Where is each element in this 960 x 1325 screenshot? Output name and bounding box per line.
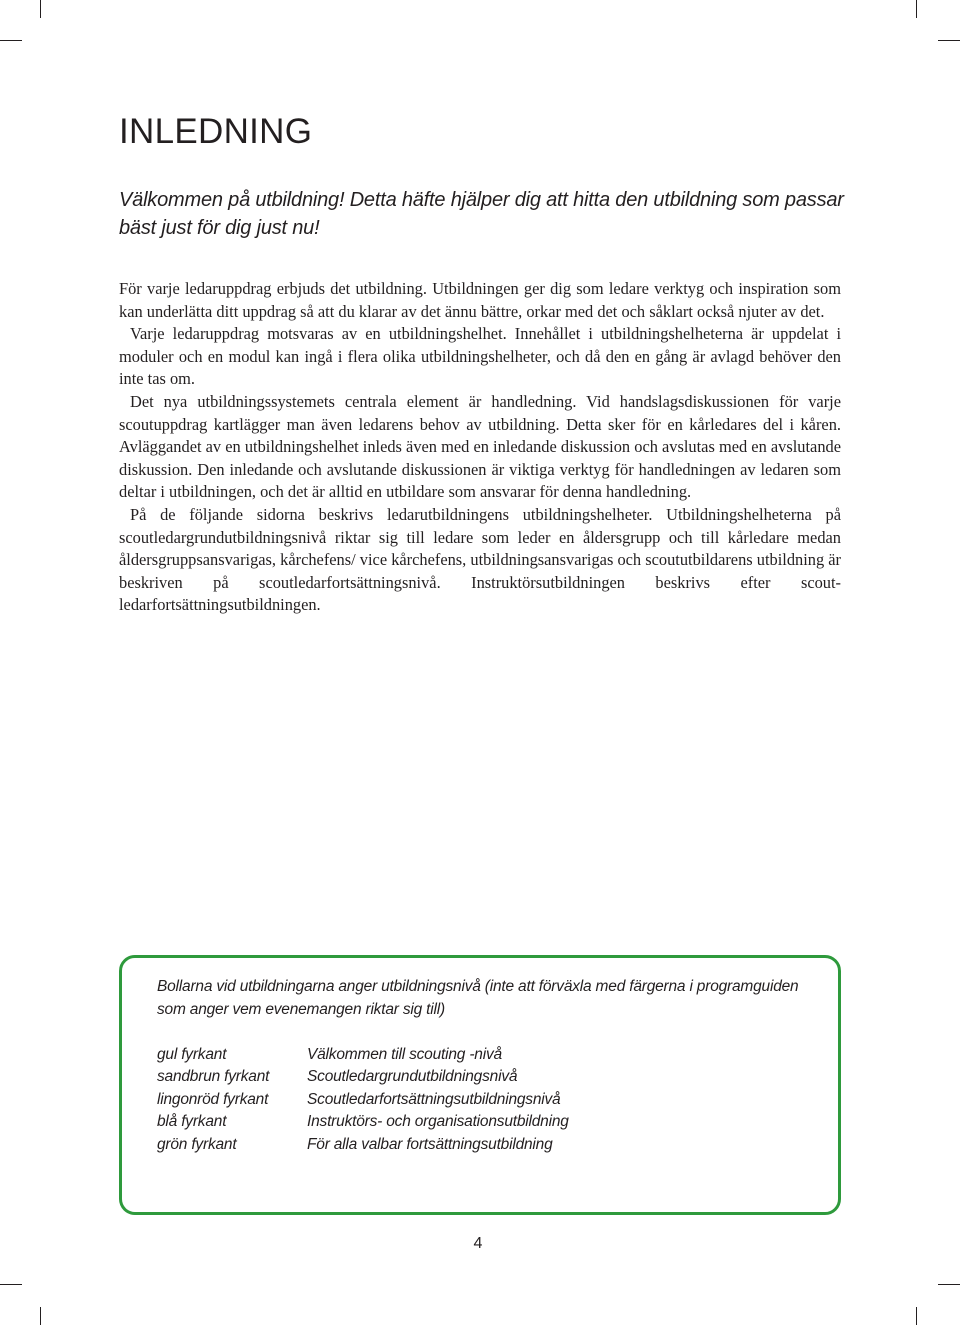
paragraph: Det nya utbildningssystemets centrala element är handledning. Vid handslagsdiskussionen för varje scoutuppdrag kartlägger man även ledarens behov av utbildning. Detta sker för en kårledares del i kåren. Avläggandet av en utbildningshelhet inleds även med en inledande diskussion och avslutas med en avslutande diskussion. Den inledande och avslutande diskussionen är viktiga verktyg för handledningen av ledaren som deltar i utbildningen, och det är alltid en utbildare som ansvarar för denna handledning.	[119, 391, 841, 502]
legend-row	[157, 1134, 569, 1156]
paragraph: För varje ledaruppdrag erbjuds det utbildning. Utbildningen ger dig som ledare verktyg och inspiration som kan underlätta ditt uppdrag så att du klarar av det ännu bättre, orkar med det och såklart också njuter av det.	[119, 279, 841, 321]
legend-value: Scoutledargrundutbildningsnivå	[307, 1068, 518, 1086]
paragraph: Varje ledaruppdrag motsvaras av en utbildningshelhet. Innehållet i utbildningshelheterna är uppdelat i moduler och en modul kan ingå i flera olika utbildningshelheter, och då den en gång är avlagd behöver den inte tas om.	[119, 324, 841, 389]
crop-mark	[40, 1307, 41, 1325]
crop-mark	[0, 1284, 22, 1285]
legend-key: sandbrun fyrkant	[157, 1068, 270, 1086]
legend-key: lingonröd fyrkant	[157, 1090, 269, 1108]
intro-text: Välkommen på utbildning! Detta häfte hjälper dig att hitta den utbildning som passar bäst just för dig just nu!	[119, 189, 844, 239]
legend-value: Välkommen till scouting -nivå	[307, 1046, 502, 1063]
body-text	[119, 278, 841, 617]
legend-intro: Bollarna vid utbildningarna anger utbildningsnivå (inte att förväxla med färgerna i programguiden som anger vem evenemangen riktar sig till)	[157, 978, 799, 1018]
legend-row	[157, 1111, 569, 1133]
crop-mark	[916, 0, 917, 18]
page-title: INLEDNING	[119, 112, 313, 151]
legend-box	[119, 955, 841, 1215]
crop-mark	[40, 0, 41, 18]
paragraph: På de följande sidorna beskrivs ledarutbildningens utbildningshelheter. Utbildningshelheterna på scoutledargrundutbildningsnivå riktar sig till ledare som leder en åldersgrupp och till kårledare medan åldersgruppsansvarigas, kårchefens/ vice kårchefens, utbildningsansvarigas och scoututbildarens utbildning är beskriven på scoutledarfortsättningsnivå. Instruktörsutbildningen beskrivs efter scout-ledarfortsättningsutbildningen.	[119, 504, 841, 615]
page-number: 4	[473, 1235, 483, 1252]
legend-value: Scoutledarfortsättningsutbildningsnivå	[307, 1090, 561, 1108]
crop-mark	[0, 40, 22, 41]
legend-list	[157, 1044, 569, 1156]
legend-row	[157, 1044, 569, 1066]
legend-row	[157, 1089, 569, 1111]
legend-key: grön fyrkant	[157, 1135, 237, 1153]
crop-mark	[938, 40, 960, 41]
legend-value: Instruktörs- och organisationsutbildning	[307, 1113, 569, 1131]
crop-mark	[916, 1307, 917, 1325]
legend-key: gul fyrkant	[157, 1046, 227, 1063]
legend-key: blå fyrkant	[157, 1113, 227, 1131]
legend-value: För alla valbar fortsättningsutbildning	[307, 1135, 553, 1153]
legend-row	[157, 1066, 569, 1088]
crop-mark	[938, 1284, 960, 1285]
